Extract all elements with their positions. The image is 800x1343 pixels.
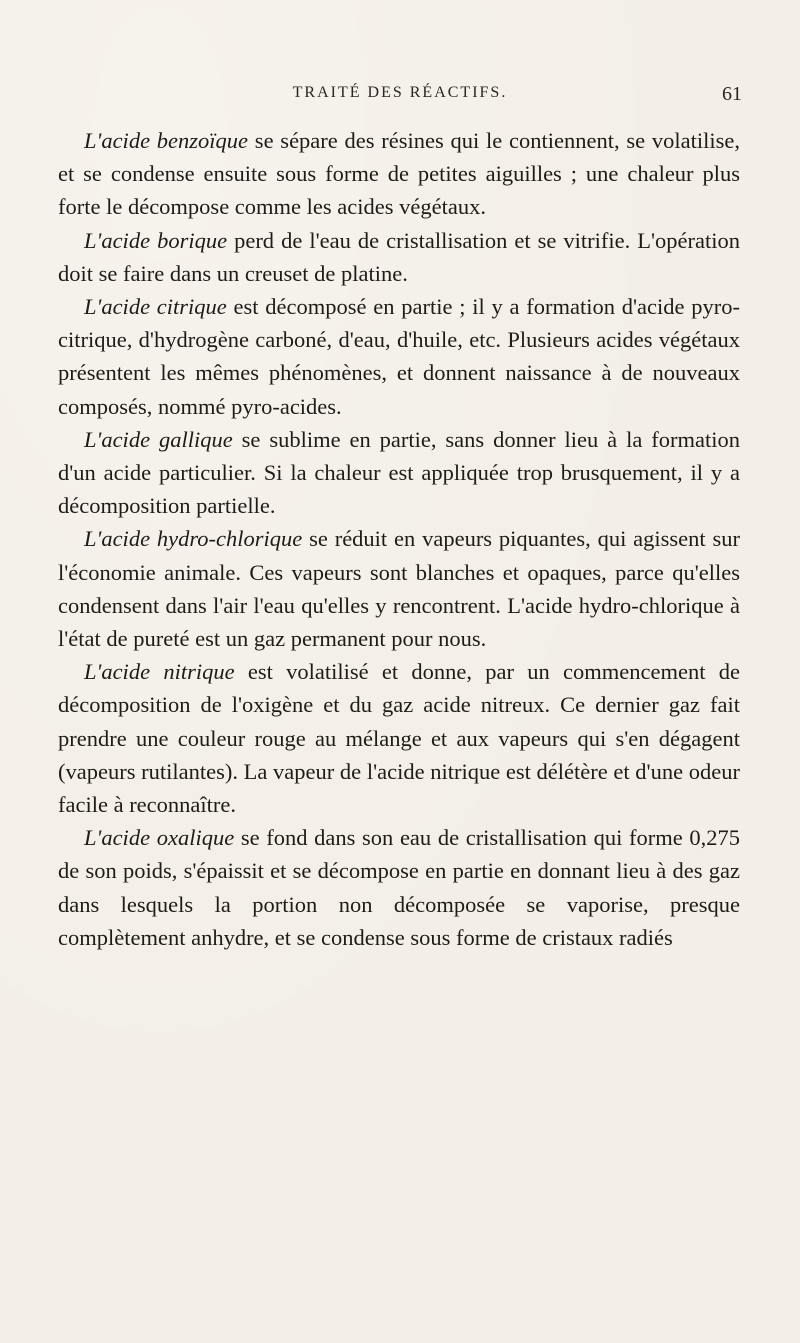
paragraph-nitric-acid <box>58 655 740 821</box>
paragraph-gallic-acid <box>58 423 740 523</box>
paragraph-boric-acid <box>58 224 740 290</box>
paragraph-text: se réduit en vapeurs piquantes, qui agissent sur l'économie animale. Ces vapeurs sont blanches et opaques, parce qu'elles condensent dans l'air l'eau qu'elles y rencontrent. L'acide hydro-chlorique à l'état de pureté est un gaz permanent pour nous. <box>58 526 741 652</box>
paragraph-text: est décomposé en partie ; il y a formation d'acide pyro-citrique, d'hydrogène carboné, d'eau, d'huile, etc. Plusieurs acides végétaux présentent les mêmes phénomènes, et donnent naissance à de nouveaux composés, nommé pyro-acides. <box>58 294 740 419</box>
paragraph-term: L'acide hydro-chlorique <box>84 526 303 552</box>
paragraph-text: se fond dans son eau de cristallisation qui forme 0,275 de son poids, s'épaissit et se décompose en partie en donnant lieu à des gaz dans lesquels la portion non décomposée se vaporise, presque complètement anhydre, et se condense sous forme de cristaux radiés <box>58 825 740 950</box>
body-text <box>58 124 740 954</box>
running-title: TRAITÉ DES RÉACTIFS. <box>292 84 508 101</box>
paragraph-term: L'acide gallique <box>84 426 233 452</box>
paragraph-term: L'acide citrique <box>84 294 227 320</box>
paragraph-text: se sépare des résines qui le contiennent, se volatilise, et se condense ensuite sous forme de petites aiguilles ; une chaleur plus forte le décompose comme les acides végétaux. <box>58 128 740 220</box>
paragraph-citric-acid <box>58 290 740 423</box>
paragraph-term: L'acide borique <box>84 227 228 253</box>
paragraph-term: L'acide oxalique <box>84 825 235 851</box>
paragraph-term: L'acide benzoïque <box>84 128 249 153</box>
paragraph-term: L'acide nitrique <box>84 659 235 685</box>
paragraph-oxalic-acid <box>58 821 740 954</box>
running-header <box>58 84 742 114</box>
paragraph-text: perd de l'eau de cristallisation et se vitrifie. L'opération doit se faire dans un creuset de platine. <box>58 227 740 286</box>
paragraph-benzoic-acid <box>58 124 740 224</box>
paragraph-hydrochloric-acid <box>58 522 740 655</box>
page-number: 61 <box>722 83 742 105</box>
paragraph-text: se sublime en partie, sans donner lieu à la formation d'un acide particulier. Si la chaleur est appliquée trop brusquement, il y a décomposition partielle. <box>58 426 740 519</box>
paragraph-text: est volatilisé et donne, par un commencement de décomposition de l'oxigène et du gaz acide nitreux. Ce dernier gaz fait prendre une couleur rouge au mélange et aux vapeurs qui s'en dégagent (vapeurs rutilantes). La vapeur de l'acide nitrique est délétère et d'une odeur facile à reconnaître. <box>58 659 741 818</box>
